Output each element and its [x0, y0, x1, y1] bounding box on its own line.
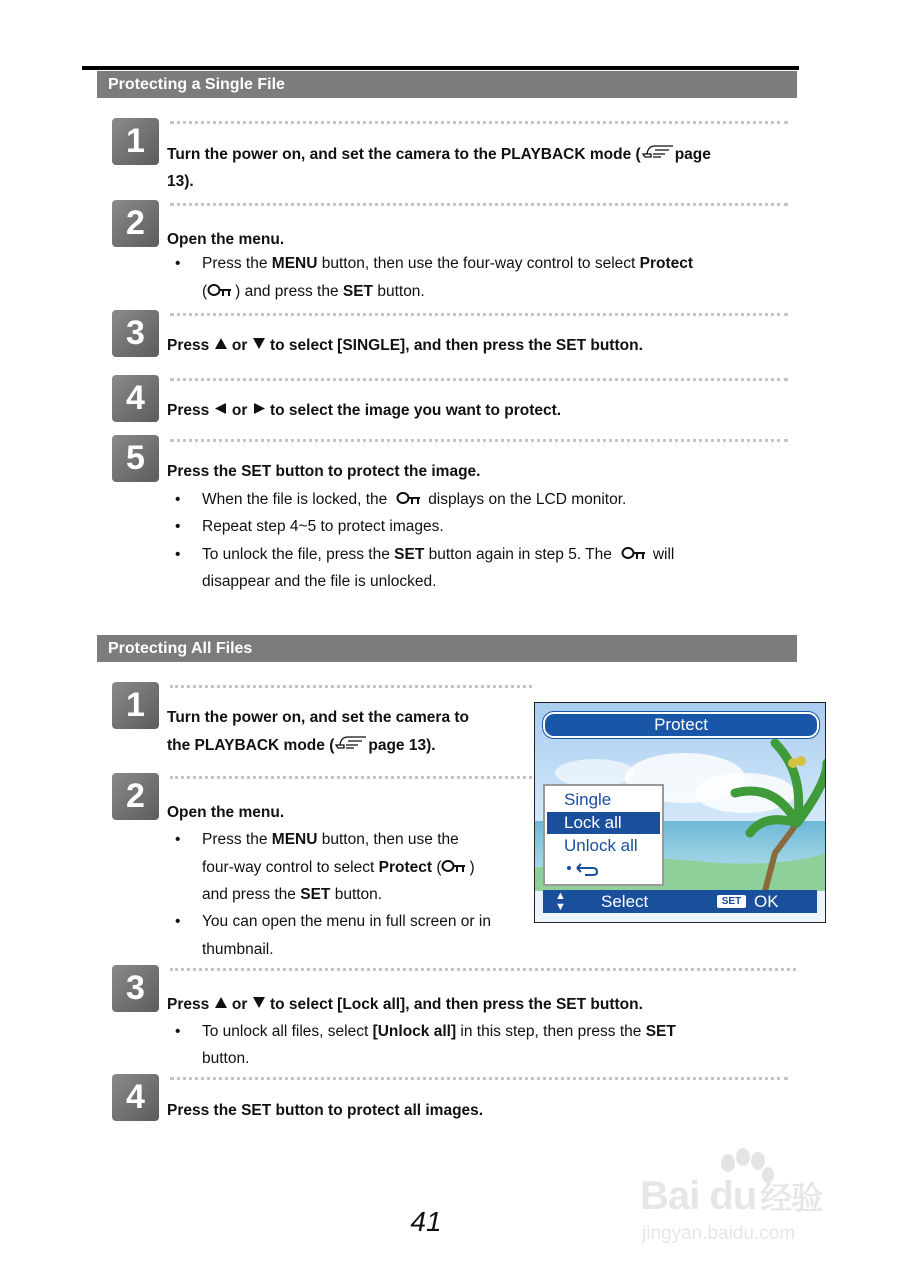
page-number: 41 [410, 1206, 442, 1237]
watermark-url: jingyan.baidu.com [642, 1223, 796, 1244]
lcd-set-badge: SET [717, 895, 746, 908]
up-triangle-icon [214, 996, 228, 1013]
step-number-box: 2 [112, 200, 159, 247]
down-triangle-icon [252, 337, 266, 354]
step-number-box: 2 [112, 773, 159, 820]
bullet-item: • You can open the menu in full screen or in [175, 913, 491, 930]
lcd-footer-select: Select [601, 892, 649, 911]
baidu-watermark [640, 1145, 855, 1250]
dotted-divider [170, 1077, 788, 1080]
bullet-item: • To unlock all files, select [Unlock all] in this step, then press the SET [175, 1023, 676, 1040]
hand-pointer-icon [334, 737, 368, 754]
lock-icon [621, 546, 649, 563]
step-heading: Press or to select [SINGLE], and then press the SET button. [167, 337, 643, 354]
right-triangle-icon [252, 402, 266, 419]
lcd-title-bar [543, 712, 819, 738]
step-heading-cont: 13). [167, 173, 194, 190]
bullet-item-cont: and press the SET button. [202, 886, 383, 903]
bullet-item: • To unlock the file, press the SET button again in step 5. The will [175, 546, 675, 563]
dotted-divider [170, 439, 788, 442]
step-heading: Press the SET button to protect the image. [167, 463, 481, 480]
step-number-box: 3 [112, 310, 159, 357]
bullet-item-cont: ( ) and press the SET button. [202, 283, 425, 300]
dotted-divider [170, 776, 532, 779]
bullet-item: • Press the MENU button, then use the four-way control to select Protect [175, 255, 694, 272]
bullet-item-cont: disappear and the file is unlocked. [202, 573, 437, 590]
section-title-single: Protecting a Single File [97, 71, 797, 98]
lcd-footer-bar [543, 890, 817, 913]
step-heading: Press or to select the image you want to protect. [167, 402, 562, 419]
down-triangle-icon [252, 996, 266, 1013]
lock-icon [441, 859, 469, 876]
lcd-option-unlock-all[interactable]: Unlock all [564, 836, 638, 855]
step-number-box: 4 [112, 1074, 159, 1121]
step-number-box: 3 [112, 965, 159, 1012]
step-heading: Press the SET button to protect all images. [167, 1102, 484, 1119]
lock-icon [396, 491, 424, 508]
bullet-item-cont: button. [202, 1050, 250, 1067]
step-heading-cont: the PLAYBACK mode ( page 13). [167, 737, 436, 754]
watermark-brand: Bai du 经验 [640, 1174, 823, 1218]
lcd-options-panel [543, 784, 664, 886]
return-icon[interactable] [565, 858, 605, 880]
section-title-all: Protecting All Files [97, 635, 797, 662]
lcd-option-single[interactable]: Single [564, 790, 612, 809]
step-heading: Open the menu. [167, 231, 285, 248]
dotted-divider [170, 203, 788, 206]
dotted-divider [170, 968, 796, 971]
top-rule [82, 66, 799, 70]
up-down-icon: ▲ ▼ [555, 890, 566, 913]
dotted-divider [170, 313, 788, 316]
bullet-item-cont: thumbnail. [202, 941, 274, 958]
step-heading: Press or to select [Lock all], and then press the SET button. [167, 996, 643, 1013]
lock-icon [207, 283, 235, 300]
step-number-box: 5 [112, 435, 159, 482]
left-triangle-icon [214, 402, 228, 419]
up-triangle-icon [214, 337, 228, 354]
bullet-item: • When the file is locked, the displays on the LCD monitor. [175, 491, 627, 508]
step-heading: Open the menu. [167, 804, 285, 821]
bullet-item: • Press the MENU button, then use the [175, 831, 459, 848]
dotted-divider [170, 378, 788, 381]
dotted-divider [170, 121, 788, 124]
step-heading: Turn the power on, and set the camera to [167, 709, 470, 726]
bullet-item: • Repeat step 4~5 to protect images. [175, 518, 444, 535]
dotted-divider [170, 685, 532, 688]
hand-pointer-icon [641, 146, 675, 163]
lcd-protect-menu [534, 702, 826, 923]
lcd-option-lock-all[interactable]: Lock all [547, 812, 660, 834]
step-heading: Turn the power on, and set the camera to the PLAYBACK mode ( page [167, 146, 711, 163]
step-number-box: 1 [112, 682, 159, 729]
lcd-footer-ok: OK [754, 892, 779, 911]
step-number-box: 4 [112, 375, 159, 422]
lcd-title: Protect [654, 715, 708, 734]
bullet-item-cont: four-way control to select Protect ( ) [202, 859, 475, 876]
step-number-box: 1 [112, 118, 159, 165]
